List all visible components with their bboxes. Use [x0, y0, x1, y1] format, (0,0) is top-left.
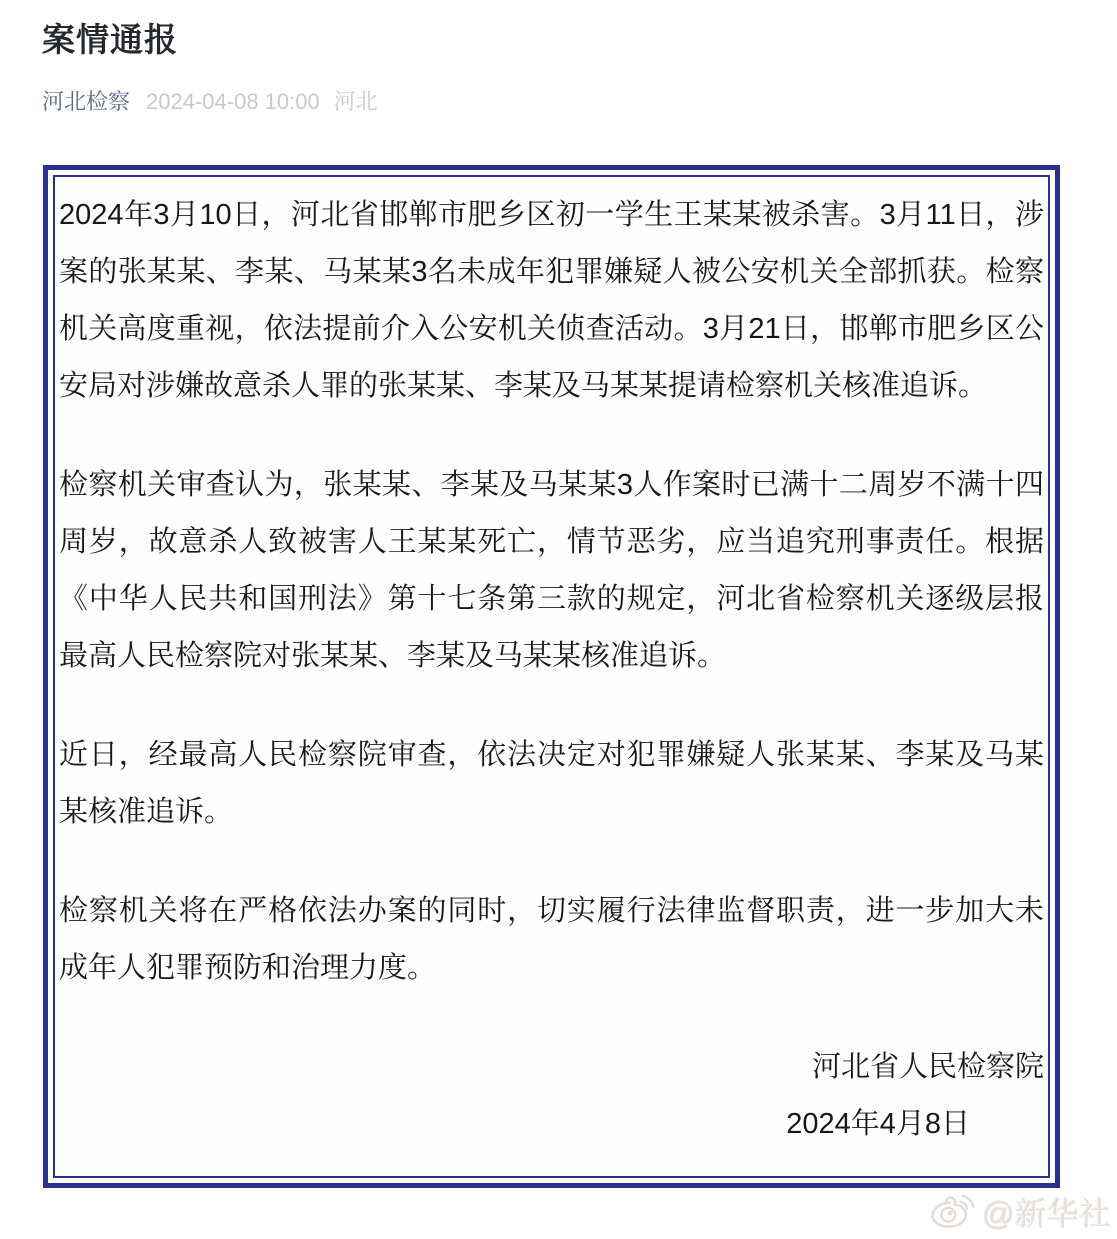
notice-paragraph-1: 2024年3月10日，河北省邯郸市肥乡区初一学生王某某被杀害。3月11日，涉案的张某某、李某、马某某3名未成年犯罪嫌疑人被公安机关全部抓获。检察机关高度重视，依法提前介入公安机关侦查活动。3月21日，邯郸市肥乡区公安局对涉嫌故意杀人罪的张某某、李某及马某某提请检察机关核准追诉。	[59, 199, 1044, 402]
publish-location: 河北	[333, 89, 378, 114]
watermark-handle: @新华社	[982, 1196, 1111, 1232]
notice-box	[43, 165, 1060, 1188]
notice-paragraph-3: 近日，经最高人民检察院审查，依法决定对犯罪嫌疑人张某某、李某及马某某核准追诉。	[59, 739, 1044, 828]
signature-block	[59, 1039, 1044, 1153]
publish-time: 2024-04-08 10:00	[146, 89, 320, 114]
weibo-icon	[929, 1192, 975, 1232]
source-link[interactable]: 河北检察	[42, 89, 131, 114]
page-title: 案情通报	[42, 21, 178, 58]
article-meta	[0, 61, 1117, 116]
signature-org: 河北省人民检察院	[811, 1051, 1044, 1083]
notice-box-inner	[53, 175, 1050, 1178]
watermark	[929, 1189, 1112, 1235]
signature-date: 2024年4月8日	[786, 1108, 970, 1140]
notice-paragraph-4: 检察机关将在严格依法办案的同时，切实履行法律监督职责，进一步加大未成年人犯罪预防和治理力度。	[59, 895, 1044, 984]
notice-paragraph-2: 检察机关审查认为，张某某、李某及马某某3人作案时已满十二周岁不满十四周岁，故意杀人致被害人王某某死亡，情节恶劣，应当追究刑事责任。根据《中华人民共和国刑法》第十七条第三款的规定，河北省检察机关逐级层报最高人民检察院对张某某、李某及马某某核准追诉。	[59, 469, 1044, 672]
